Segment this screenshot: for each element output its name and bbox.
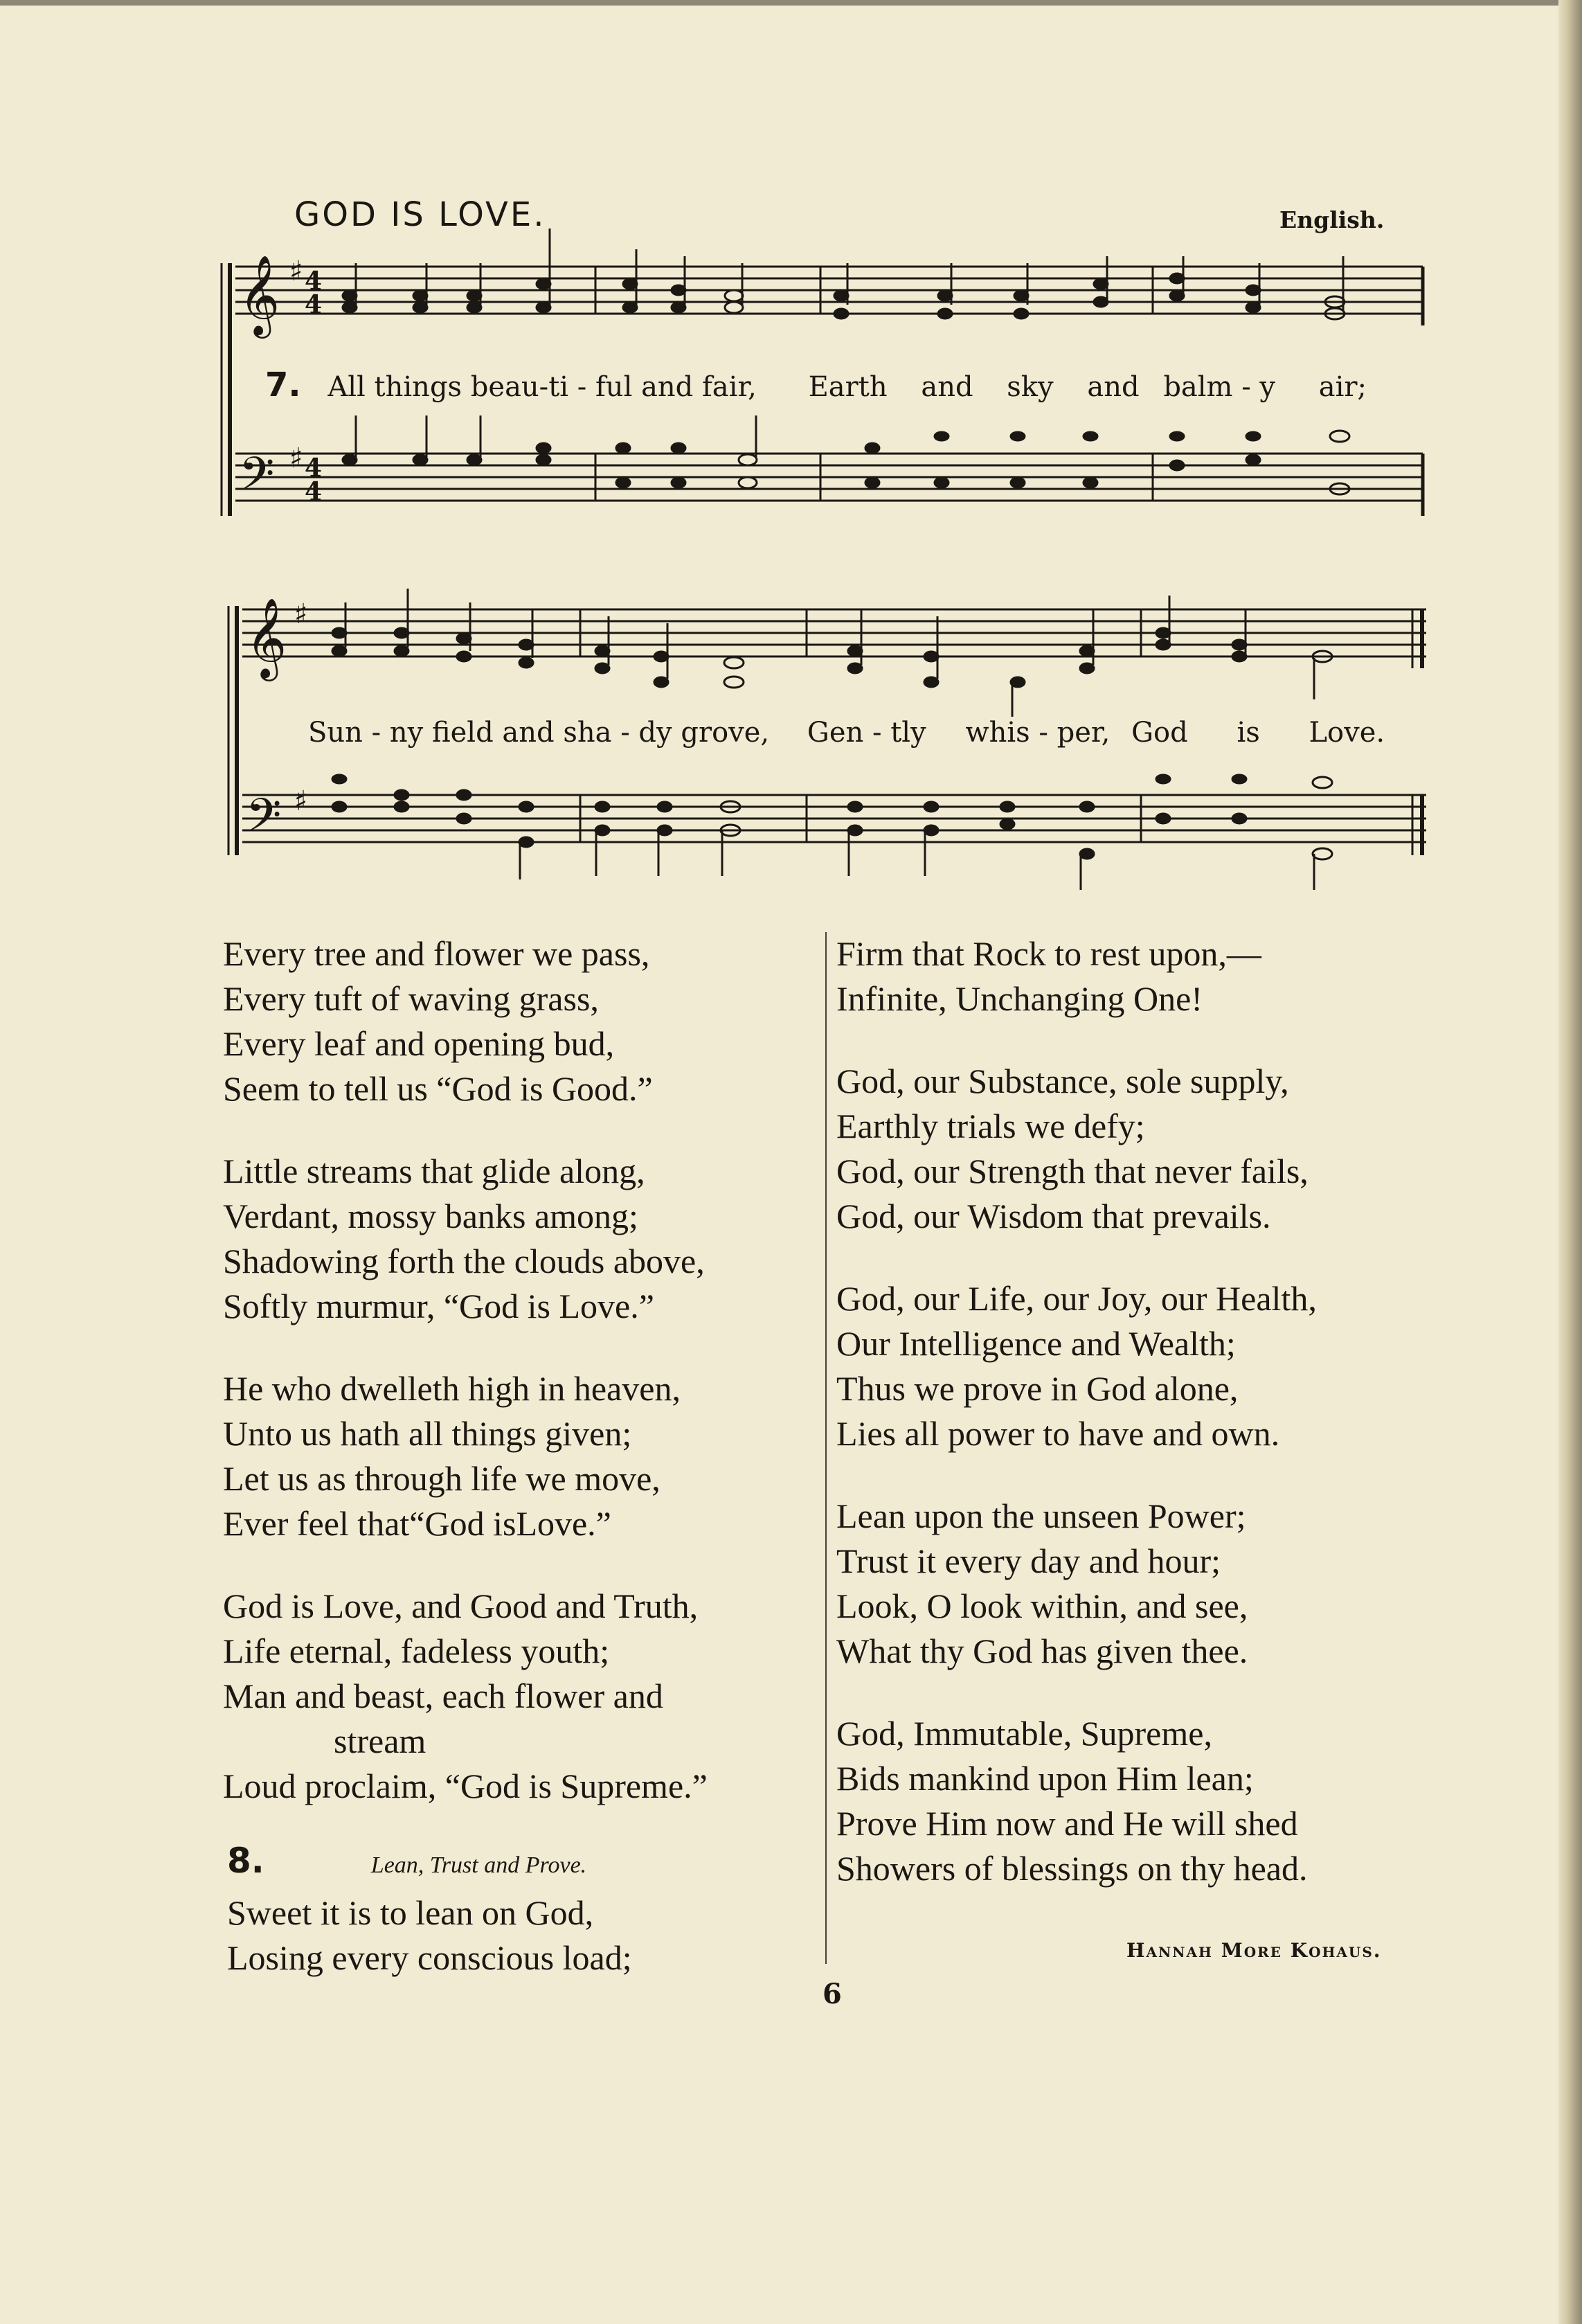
stanza bbox=[223, 1584, 825, 1809]
lyric-segment: God bbox=[1131, 717, 1188, 749]
verse-line: Lean upon the unseen Power; bbox=[836, 1496, 1246, 1535]
lyric-segment: and bbox=[921, 371, 973, 403]
stanza bbox=[836, 1494, 1446, 1674]
verse-line: Verdant, mossy banks among; bbox=[223, 1197, 638, 1235]
verse-line: Unto us hath all things given; bbox=[223, 1414, 632, 1453]
verse-line: Little streams that glide along, bbox=[223, 1152, 645, 1190]
notes-system-1-bass bbox=[343, 415, 1349, 494]
lyric-segment: Sun - ny field and sha - dy grove, bbox=[308, 717, 770, 749]
verse-line: stream bbox=[334, 1722, 426, 1760]
lyric-segment: Love. bbox=[1309, 717, 1385, 749]
stanza bbox=[836, 1059, 1446, 1239]
verse-line: God, our Wisdom that prevails. bbox=[836, 1197, 1271, 1235]
lyric-segment: is bbox=[1237, 717, 1260, 749]
svg-text:𝄞: 𝄞 bbox=[246, 597, 287, 678]
left-column bbox=[223, 931, 825, 1846]
stanza bbox=[836, 931, 1446, 1021]
notes-system-2-treble bbox=[332, 589, 1332, 717]
treble-staff-2 bbox=[242, 609, 1426, 656]
verse-line: Thus we prove in God alone, bbox=[836, 1369, 1239, 1408]
lyric-segment: sky bbox=[1007, 371, 1054, 403]
verse-line: Losing every conscious load; bbox=[227, 1938, 632, 1977]
verse-line: Softly murmur, “God is Love.” bbox=[223, 1287, 654, 1325]
verse-line: Every leaf and opening bud, bbox=[223, 1024, 615, 1063]
lyric-segment: and bbox=[1087, 371, 1140, 403]
svg-text:♯: ♯ bbox=[289, 256, 303, 287]
verse-number: 7. bbox=[265, 366, 301, 404]
svg-text:𝄢: 𝄢 bbox=[246, 789, 282, 853]
notes-system-2-bass bbox=[332, 775, 1332, 890]
verse-line: Look, O look within, and see, bbox=[836, 1586, 1248, 1625]
verse-line: Earthly trials we defy; bbox=[836, 1107, 1145, 1145]
verse-line: Prove Him now and He will shed bbox=[836, 1804, 1298, 1843]
verse-line: Ever feel that“God isLove.” bbox=[223, 1504, 611, 1543]
stanza bbox=[223, 1366, 825, 1546]
svg-text:4: 4 bbox=[305, 290, 323, 319]
verse-line: God, Immutable, Supreme, bbox=[836, 1714, 1212, 1753]
music-score bbox=[0, 0, 1582, 900]
notes-system-1-treble bbox=[343, 229, 1345, 319]
verse-line: Our Intelligence and Wealth; bbox=[836, 1324, 1236, 1363]
verse-line: Bids mankind upon Him lean; bbox=[836, 1759, 1254, 1798]
lyric-segment: All things beau-ti - ful and fair, bbox=[327, 371, 757, 403]
lyric-segment: air; bbox=[1318, 371, 1367, 403]
bass-staff-2 bbox=[242, 795, 1426, 842]
stanza bbox=[223, 1149, 825, 1329]
verse-line: Man and beast, each flower and bbox=[223, 1677, 663, 1715]
hymn-lyrics-line-2 bbox=[308, 717, 1385, 749]
stanza bbox=[836, 1276, 1446, 1456]
column-divider bbox=[825, 932, 827, 1964]
verse-line: Every tree and flower we pass, bbox=[223, 934, 650, 973]
verse-line: Trust it every day and hour; bbox=[836, 1541, 1221, 1580]
lyric-segment: whis - per, bbox=[965, 717, 1111, 749]
svg-text:♯: ♯ bbox=[294, 785, 308, 817]
lyric-segment: balm - y bbox=[1163, 371, 1276, 403]
bass-clef-icon: 𝄢 bbox=[239, 447, 275, 512]
treble-clef-icon: 𝄞 bbox=[239, 254, 280, 335]
lyric-segment: Earth bbox=[808, 371, 888, 403]
lyric-segment: Gen - tly bbox=[807, 717, 926, 749]
tune-origin: English. bbox=[1279, 206, 1385, 233]
verse-line: Infinite, Unchanging One! bbox=[836, 979, 1203, 1018]
verse-line: Shadowing forth the clouds above, bbox=[223, 1242, 705, 1280]
hymn-8-number: 8. bbox=[227, 1841, 264, 1881]
verse-line: Seem to tell us “God is Good.” bbox=[223, 1069, 653, 1108]
verse-line: Every tuft of waving grass, bbox=[223, 979, 599, 1018]
verse-line: Loud proclaim, “God is Supreme.” bbox=[223, 1767, 708, 1805]
verse-line: Firm that Rock to rest upon,— bbox=[836, 934, 1261, 973]
stanza bbox=[223, 931, 825, 1111]
verse-line: God, our Life, our Joy, our Health, bbox=[836, 1279, 1317, 1318]
hymn-8-section bbox=[227, 1840, 850, 1981]
verse-line: Lies all power to have and own. bbox=[836, 1414, 1280, 1453]
verse-line: God, our Strength that never fails, bbox=[836, 1152, 1309, 1190]
hymn-title: GOD IS LOVE. bbox=[294, 195, 546, 234]
verse-line: Sweet it is to lean on God, bbox=[227, 1893, 594, 1932]
svg-text:♯: ♯ bbox=[289, 443, 303, 474]
hymn-lyrics-line-1 bbox=[265, 366, 1367, 404]
verse-line: What thy God has given thee. bbox=[836, 1632, 1248, 1670]
hymn-8-title: Lean, Trust and Prove. bbox=[370, 1852, 587, 1878]
author-credit: Hannah More Kohaus. bbox=[1126, 1939, 1382, 1962]
svg-text:♯: ♯ bbox=[294, 598, 308, 630]
verse-line: Life eternal, fadeless youth; bbox=[223, 1632, 610, 1670]
page-number: 6 bbox=[823, 1978, 842, 2010]
svg-text:4: 4 bbox=[305, 267, 323, 296]
verse-line: Showers of blessings on thy head. bbox=[836, 1849, 1308, 1888]
stanza bbox=[836, 1711, 1446, 1891]
verse-line: Let us as through life we move, bbox=[223, 1459, 660, 1498]
svg-text:4: 4 bbox=[305, 477, 323, 506]
verse-line: God, our Substance, sole supply, bbox=[836, 1062, 1289, 1100]
right-column bbox=[836, 931, 1446, 1929]
verse-line: God is Love, and Good and Truth, bbox=[223, 1586, 699, 1625]
svg-text:4: 4 bbox=[305, 454, 323, 483]
verse-line: He who dwelleth high in heaven, bbox=[223, 1369, 681, 1408]
